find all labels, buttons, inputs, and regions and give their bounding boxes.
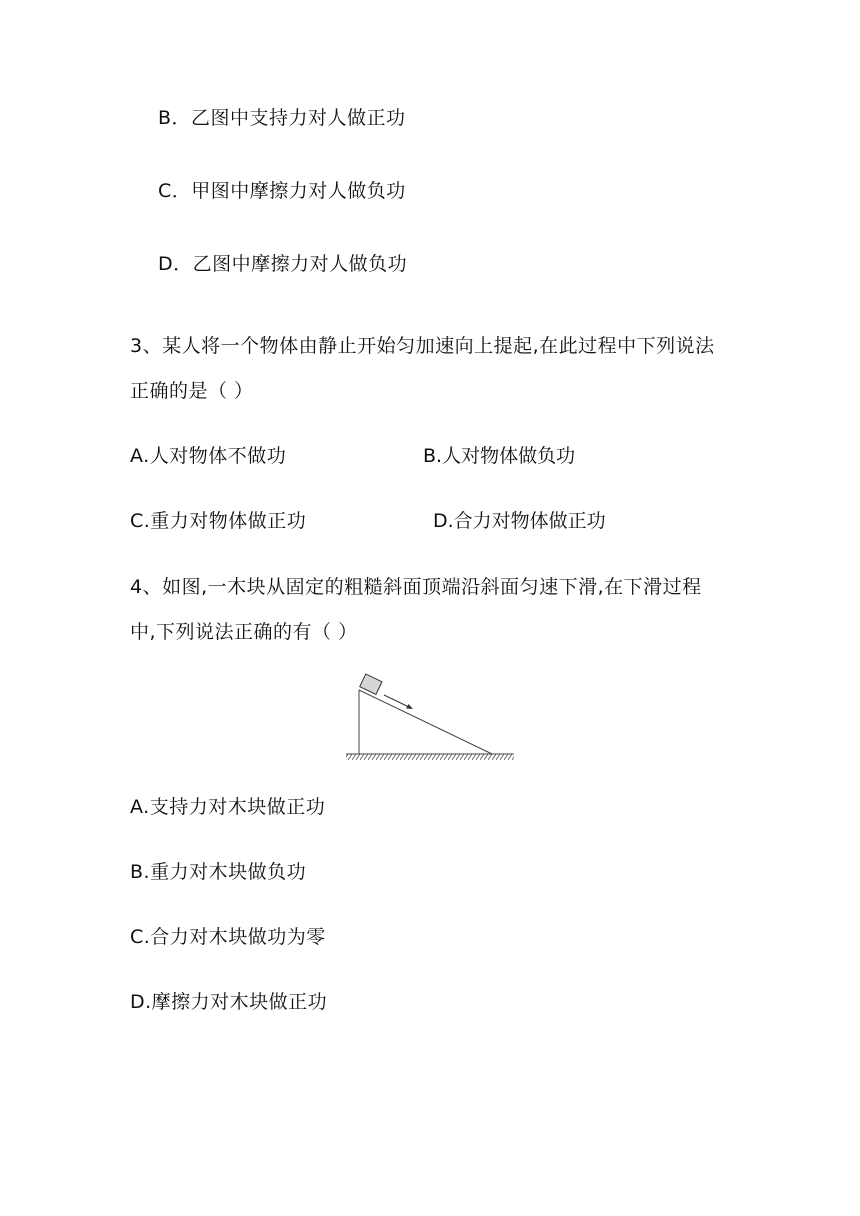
- q4-option-b: B.重力对木块做负功: [130, 861, 307, 883]
- q3-stem-line1: 3、某人将一个物体由静止开始匀加速向上提起,在此过程中下列说法: [130, 335, 715, 357]
- q3-option-c: C.重力对物体做正功: [130, 510, 307, 532]
- q4-option-a: A.支持力对木块做正功: [130, 796, 326, 818]
- ground-hatch: [346, 754, 514, 760]
- q3-option-a: A.人对物体不做功: [130, 445, 287, 467]
- motion-arrow: [384, 695, 411, 708]
- wood-block: [360, 674, 382, 694]
- q4-option-c: C.合力对木块做功为零: [130, 926, 326, 948]
- q2-option-b: B．乙图中支持力对人做正功: [158, 107, 406, 129]
- q2-option-c: C．甲图中摩擦力对人做负功: [158, 180, 406, 202]
- q4-stem-line2: 中,下列说法正确的有（ ）: [130, 621, 358, 643]
- q4-option-d: D.摩擦力对木块做正功: [130, 991, 328, 1013]
- incline-figure: [340, 670, 520, 765]
- q4-stem-line1: 4、如图,一木块从固定的粗糙斜面顶端沿斜面匀速下滑,在下滑过程: [130, 576, 702, 598]
- incline-slope: [359, 690, 492, 754]
- q3-option-d: D.合力对物体做正功: [433, 510, 606, 532]
- q2-option-d: D．乙图中摩擦力对人做负功: [158, 253, 408, 275]
- q3-option-b: B.人对物体做负功: [423, 445, 576, 467]
- q3-stem-line2: 正确的是（ ）: [130, 380, 254, 402]
